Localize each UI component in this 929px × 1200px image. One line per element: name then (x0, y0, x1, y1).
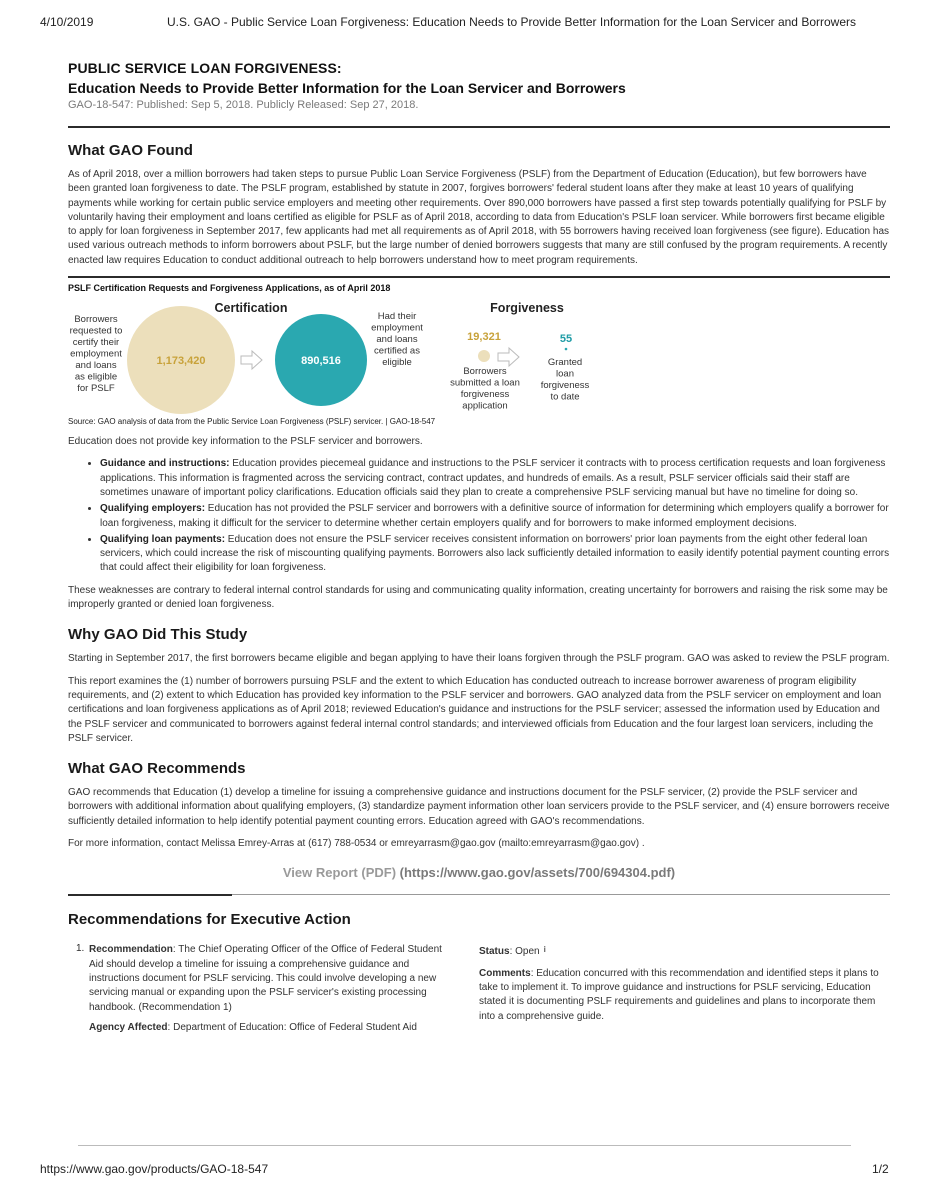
recommendation-left-column (68, 943, 458, 1032)
bullet-payments (100, 533, 890, 576)
forg-heading: Forgiveness (490, 301, 564, 316)
report-meta: GAO-18-547: Published: Sep 5, 2018. Publicly Released: Sep 27, 2018. (68, 99, 419, 111)
forg-submitted-value: 19,321 (467, 331, 501, 344)
recommends-paragraph: GAO recommends that Education (1) develop a timeline for issuing a comprehensive guidance and instructions document for the PSLF servicer, (2) provide the PSLF servicer and borrowers with additional information about qualifying employers, (3) standardize payment information other loan servicers provide to the PSLF servicer, and (4) ensure borrowers receive sufficiently detailed information to help identify potential payment counting errors. Education agreed with GAO's recommendations. (68, 787, 890, 827)
contact-text: For more information, contact Melissa Emrey-Arras at (617) 788-0534 or (68, 838, 391, 850)
print-date: 4/10/2019 (40, 15, 94, 29)
view-report-url[interactable]: (https://www.gao.gov/assets/700/694304.pdf) (396, 865, 676, 881)
figure-title: PSLF Certification Requests and Forgiveness Applications, as of April 2018 (68, 283, 391, 294)
what-gao-found-heading: What GAO Found (68, 142, 193, 159)
print-header (0, 15, 929, 35)
print-page-title: U.S. GAO - Public Service Loan Forgiveness: Education Needs to Provide Better Information for the Loan Servicer and Borrowers (167, 15, 856, 29)
contact-paragraph (68, 837, 890, 851)
bullet-term: Guidance and instructions: (100, 458, 230, 470)
found-paragraph-3: These weaknesses are contrary to federal internal control standards for using and communicating quality information, creating uncertainty for borrowers and raising the risk some may be improperly granted or denied loan forgiveness. (68, 584, 888, 611)
bullet-term: Qualifying loan payments: (100, 533, 226, 545)
bullet-employers (100, 502, 890, 531)
figure-label-line: certify their (72, 337, 120, 349)
forg-left-label (450, 366, 520, 412)
found-bullets (68, 457, 890, 575)
why-gao-heading: Why GAO Did This Study (68, 626, 248, 644)
why-paragraph-1: Starting in September 2017, the first borrowers became eligible and began applying to have their loans forgiven through the PSLF program. GAO was asked to review the PSLF program. (68, 653, 890, 665)
recommendation-body: : The Chief Operating Officer of the Office of Federal Student Aid should develop a timeline for issuing a comprehensive guidance and instructions document for PSLF servicing. This could involve developing a new servicing manual or expanding upon the PSLF servicer's existing processing handbook. (Recommendation 1) (89, 944, 442, 1013)
bullet-text: Education has not provided the PSLF servicer and borrowers with a definitive source of information for determining which employers qualify a borrower for loan forgiveness, making it difficult for the servicer to determine whether certain employers qualify and for borrowers to make informed employment decisions. (100, 503, 889, 529)
figure-label-line: loan (556, 368, 574, 380)
view-report-link[interactable] (68, 865, 890, 880)
figure-label-line: to date (550, 391, 580, 403)
agency-text: : Department of Education: Office of Federal Student Aid (167, 1021, 417, 1033)
figure-label-line: Borrowers (74, 314, 118, 326)
figure-label-line: eligible (382, 357, 412, 369)
why-paragraph-2: This report examines the (1) number of borrowers pursuing PSLF and the extent to which Education has conducted outreach to increase borrower awareness of program eligibility requirements, and (2) extent to which Education has provided key information to the PSLF servicer and borrowers. GAO analyzed data from the PSLF servicer on employment and loan certifications and loan forgiveness applications as of April 2018; reviewed Education's guidance and instructions for the PSLF servicer; assessed the information used by Education and the PSLF servicer and communicated to borrowers against federal internal control standards; and interviewed officials from Education and the four largest loan servicers, including the PSLF servicer. (68, 675, 882, 744)
found-paragraph-2: Education does not provide key information to the PSLF servicer and borrowers. (68, 436, 423, 448)
exec-action-heading: Recommendations for Executive Action (68, 911, 351, 929)
bullet-text: Education provides piecemeal guidance and instructions to the PSLF servicer it contracts with to process certification requests and loan forgiveness applications. This information is fragmented across the servicing contract, contract updates, and hundreds of emails. As a result, PSLF servicer officials said their staff are sometimes unaware of important policy clarifications. Education officials said they plan to create a comprehensive PSLF servicing manual but have no timeline for doing so. (100, 458, 886, 498)
report-content (68, 59, 890, 1053)
figure-label-line: requested to (69, 325, 123, 337)
bullet-term: Qualifying employers: (100, 503, 206, 515)
figure-label-line: submitted a loan (450, 377, 520, 389)
comments-text: : Education concurred with this recommendation and identified steps it plans to take to implement it. To improve guidance and instructions for PSLF servicing, Education stated it is documenting PSLF requirements and guidelines and plans to incorporate them into a comprehensive guide. (479, 967, 879, 1022)
figure-svg (68, 298, 890, 414)
cert-arrow (241, 351, 262, 369)
contact-suffix: . (639, 838, 645, 850)
recommendation-right-column (479, 943, 879, 1023)
contact-email-link[interactable]: emreyarrasm@gao.gov (mailto:emreyarrasm@gao.gov) (390, 838, 640, 850)
figure-label-line: certified as (374, 345, 420, 357)
recommendation-label: Recommendation (89, 944, 173, 956)
figure-source: Source: GAO analysis of data from the Public Service Loan Forgiveness (PSLF) servicer. | GAO-18-547 (68, 417, 436, 427)
figure-label-line: for PSLF (77, 383, 115, 395)
comments (479, 967, 879, 1024)
forg-granted-bubble (565, 348, 568, 351)
pslf-figure (68, 276, 890, 433)
print-url: https://www.gao.gov/products/GAO-18-547 (40, 1162, 269, 1176)
view-report-label[interactable]: View Report (PDF) (282, 865, 397, 881)
bullet-text: Education does not ensure the PSLF servicer receives consistent information on borrowers' prior loan payments from the eight other federal loan servicers, which could increase the risk of miscounting qualifying payments. Borrowers also lack sufficiently detailed information to easily identify potential payment counting errors that could affect their eligibility for loan forgiveness. (100, 533, 890, 574)
status-label: Status (479, 946, 510, 958)
status-row (479, 943, 879, 959)
what-gao-recommends-heading: What GAO Recommends (68, 760, 246, 778)
comments-label: Comments (479, 967, 531, 979)
cert-requested-value: 1,173,420 (156, 355, 206, 368)
agency-label: Agency Affected (89, 1021, 168, 1033)
figure-label-line: forgiveness (460, 389, 510, 401)
section-divider (68, 894, 890, 898)
title-divider (68, 126, 890, 128)
recommendation-number: 1. (76, 943, 85, 955)
figure-label-line: Borrowers (463, 366, 507, 378)
print-page-number: 1/2 (872, 1162, 889, 1176)
recommendation-text (89, 943, 458, 1014)
cert-right-label (371, 311, 423, 368)
figure-label-line: and loans (376, 334, 418, 346)
cert-heading: Certification (214, 301, 288, 316)
figure-label-line: employment (371, 322, 423, 334)
found-paragraph-1: As of April 2018, over a million borrowers had taken steps to pursue Public Loan Service Forgiveness (PSLF) from the Department of Education (Education), but few borrowers have been granted loan forgiveness to date. The PSLF program, established by statute in 2007, forgives borrowers' federal student loans after they make at least 10 years of qualifying payments while working for certain public service employers and meeting other requirements. Over 890,000 borrowers have passed a first step towards potentially qualifying for PSLF by voluntarily having their employment and loans certified as eligible for PSLF as of April 2018, according to data from Education's PSLF loan servicer. While borrowers first became eligible to apply for loan forgiveness in September 2017, few applicants had met all requirements as of April 2018, with 55 borrowers having received loan forgiveness (see figure). Education has used various outreach methods to inform borrowers about PSLF, but the large number of denied borrowers suggests that many are still confused by the program requirements. A recently enacted law requires Education to conduct additional outreach to help borrowers understand how to meet program requirements. (68, 169, 890, 266)
forg-right-label (541, 357, 590, 403)
figure-label-line: application (462, 400, 508, 412)
info-icon[interactable]: i (543, 945, 546, 955)
agency-affected (89, 1022, 458, 1033)
forg-arrow (498, 348, 519, 366)
figure-label-line: as eligible (74, 371, 118, 383)
figure-label-line: Granted (547, 357, 583, 369)
forg-submitted-bubble (478, 350, 490, 362)
report-title-line2: Education Needs to Provide Better Information for the Loan Servicer and Borrowers (68, 80, 626, 96)
bullet-guidance (100, 457, 890, 500)
cert-left-label (70, 314, 123, 394)
report-title-line1: PUBLIC SERVICE LOAN FORGIVENESS: (68, 60, 342, 76)
forg-granted-value: 55 (559, 333, 573, 346)
figure-label-line: Had their (377, 311, 417, 323)
recommendation-1 (68, 943, 890, 1053)
figure-label-line: and loans (75, 360, 117, 372)
cert-certified-value: 890,516 (301, 355, 341, 368)
page-bottom-rule (78, 1145, 851, 1146)
figure-label-line: employment (70, 348, 122, 360)
figure-label-line: forgiveness (540, 380, 590, 392)
status-value: : Open (509, 946, 540, 958)
